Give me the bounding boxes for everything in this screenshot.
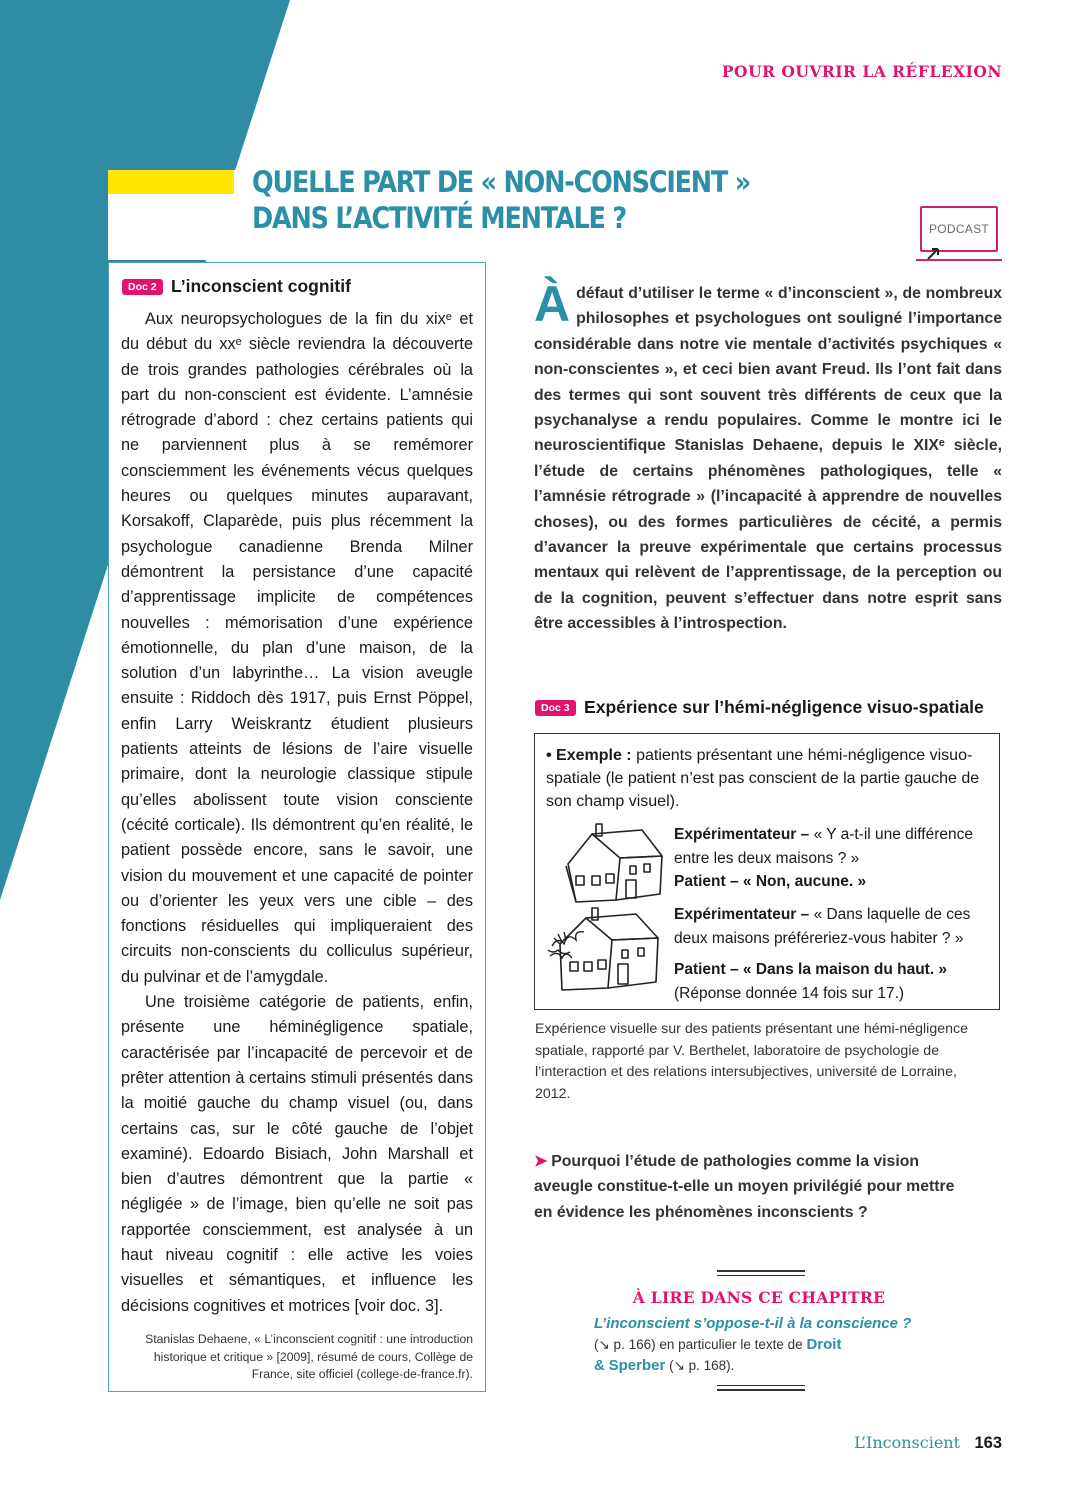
divider-top-2	[717, 1275, 805, 1276]
lire-reference-2: & Sperber (↘ p. 168).	[594, 1357, 735, 1374]
dropcap: À	[534, 276, 571, 332]
dialogue-answer-1: Patient – « Non, aucune. »	[674, 873, 867, 890]
example-label: • Exemple :	[546, 747, 632, 764]
footer-chapter: L’Inconscient	[854, 1433, 961, 1452]
example-text: patients présentant une hémi-négligence visuo-spatiale (le patient n’est pas conscient de la partie gauche de son champ visuel).	[546, 747, 980, 810]
page-footer	[854, 1433, 1002, 1453]
divider-top-1	[717, 1270, 805, 1272]
lire-body	[594, 1313, 934, 1376]
doc2-source: Stanislas Dehaene, « L’inconscient cognitif : une introduction historique et critique » [2009], résumé de cours, Collège de France, site officiel (college-de-france.fr).	[145, 1332, 473, 1381]
question-text: Pourquoi l’étude de pathologies comme la vision aveugle constitue-t-elle un moyen privilégié pour mettre en évidence les phénomènes inconscients ?	[534, 1153, 955, 1221]
doc2-badge: Doc 2	[122, 279, 163, 295]
doc3-badge: Doc 3	[535, 700, 576, 716]
reflection-question	[534, 1149, 974, 1225]
divider-bottom-1	[717, 1385, 805, 1386]
podcast-underline	[916, 259, 1002, 261]
podcast-button[interactable]: PODCAST	[920, 206, 998, 252]
lire-reference: (↘ p. 166) en particulier le texte de Droit	[594, 1336, 842, 1353]
answer-note: (Réponse donnée 14 fois sur 17.)	[674, 984, 905, 1002]
dialogue-answer-2: Patient – « Dans la maison du haut. » (Réponse donnée 14 fois sur 17.)	[674, 958, 994, 1005]
doc3-caption: Expérience visuelle sur des patients présentant une hémi-négligence spatiale, rapporté par V. Berthelet, laboratoire de psychologie de l’interaction et des relations intersubjectives, université de Lorraine, 2012.	[535, 1021, 968, 1102]
intro-body: défaut d’utiliser le terme « d’inconscient », de nombreux philosophes et psychologues ont souligné l’importance considérable dans notre vie mentale d’activités psychiques « non-conscientes », et ceci bien avant Freud. Ils l’ont fait dans des termes qui sont souvent très différents de ceux que la psychanalyse a rendu populaires. Comme le montre ici le neuroscientifique Stanislas Dehaene, depuis le XIXᵉ siècle, l’étude de certains phénomènes pathologiques, telle « l’amnésie rétrograde » (l’incapacité à apprendre de nouvelles choses), ou des formes particulières de cécité, a permis d’avancer la preuve expérimentale que certains processus mentaux qui relèvent de l’apprentissage, de la perception ou de la cognition, peuvent s’effectuer dans notre esprit sans être accessibles à l’introspection.	[534, 285, 1002, 633]
dialogue-question-1: Expérimentateur – « Y a-t-il une différence entre les deux maisons ? »	[674, 826, 973, 867]
dialogue-question-2: Expérimentateur – « Dans laquelle de ces deux maisons préféreriez-vous habiter ? »	[674, 906, 971, 947]
lire-title: À LIRE DANS CE CHAPITRE	[632, 1288, 886, 1307]
doc3-example	[546, 744, 992, 813]
dialogue-exchange-1	[674, 823, 994, 894]
ampersand: &	[594, 1357, 605, 1374]
section-label: POUR OUVRIR LA RÉFLEXION	[721, 62, 1002, 81]
doc2-paragraph-1: Aux neuropsychologues de la fin du xixᵉ et du début du xxᵉ siècle reviendra la découverte de trois grandes pathologies cérébrales où la part du non-conscient est évidente. L’amnésie rétrograde d’abord : chez certains patients qui ne parviennent plus à se remémorer consciemment les événements vécus quelques heures ou quelques minutes auparavant, Korsakoff, Claparède, puis plus récemment la psychologue canadienne Brenda Milner démontrent la persistance d’une capacité d’apprentissage implicite de compétences nouvelles : mémorisation d’une expérience émotionnelle, du plan d’une maison, de la solution d’un labyrinthe… La vision aveugle ensuite : Riddoch dès 1917, puis Ernst Pöppel, enfin Larry Weiskrantz étudient plusieurs patients atteints de lésions de l’aire visuelle primaire, dont la neurologie classique stipule qu’elles abolissent toute vision consciente (cécité corticale). Ils démontrent qu’en réalité, le patient possède encore, sans le savoir, une vision du mouvement et une capacité de pointer ou d’orienter les yeux vers une cible – des fonctions résiduelles qui impliqueraient des circuits non-conscients du colliculus supérieur, du pulvinar et de l’amygdale.	[121, 310, 473, 986]
yellow-title-bar	[108, 170, 234, 194]
doc2-paragraph-2: Une troisième catégorie de patients, enfin, présente une héminégligence spatiale, caractérisée par l’incapacité de percevoir et de prêter attention à certains stimuli présentés dans la moitié gauche du champ visuel (ou, dans certains cas, sur le côté gauche de l’objet examiné). Edoardo Bisiach, John Marshall et bien d’autres démontrent que la partie « négligée » de l’image, bien qu’elle ne soit pas rapportée consciemment, est analysée à un haut niveau cognitif : elle active les voies visuelles et sémantiques, et influence les décisions cognitives et motrices [voir doc. 3].	[121, 993, 473, 1315]
lire-question-link[interactable]: L’inconscient s’oppose-t-il à la conscience ?	[594, 1315, 912, 1332]
page-title-line-2: DANS L’ACTIVITÉ MENTALE ?	[252, 201, 626, 235]
doc2-title: L’inconscient cognitif	[171, 276, 351, 296]
page-title	[252, 164, 798, 236]
doc3-title: Expérience sur l’hémi-négligence visuo-spatiale	[584, 697, 984, 717]
author-link-sperber[interactable]: Sperber	[608, 1357, 666, 1374]
page-title-line-1: QUELLE PART DE « NON-CONSCIENT »	[252, 165, 751, 199]
doc2-heading	[122, 276, 351, 297]
two-houses-drawing	[546, 822, 670, 1002]
intro-text	[534, 276, 1002, 637]
doc2-text	[121, 307, 473, 1319]
divider-bottom-2	[717, 1389, 805, 1391]
page-number: 163	[974, 1434, 1002, 1452]
author-link-droit[interactable]: Droit	[806, 1336, 842, 1353]
doc3-heading	[535, 697, 984, 718]
chevron-right-icon: ➤	[534, 1153, 548, 1170]
